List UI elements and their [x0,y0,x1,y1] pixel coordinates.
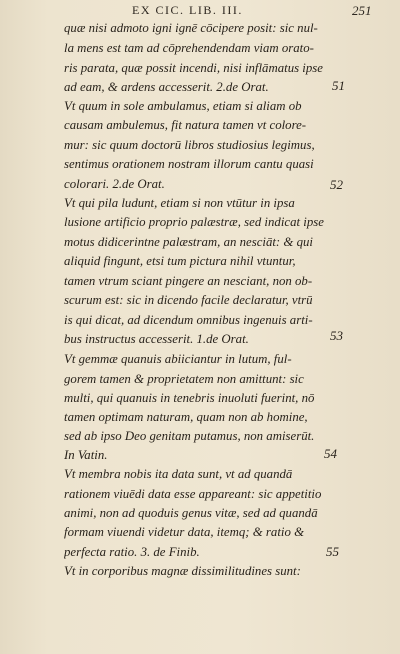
page-header [0,3,400,19]
text-line: rationem viuēdi data esse appareant: sic appetitio [64,486,322,501]
text-line: quæ nisi admoto igni ignē cōcipere posit: sic nul- [64,20,318,35]
text-line: scurum est: sic in dicendo facile declaratur, vtrū [64,292,313,307]
sentence-number: 55 [326,544,339,559]
text-line: Vt gemmæ quanuis abiiciantur in lutum, ful- [64,351,292,366]
text-line: sed ab ipso Deo genitam putamus, non amiserūt. [64,428,315,443]
text-line: animi, non ad quoduis genus vitæ, sed ad quandā [64,505,318,520]
sentence-number: 53 [330,328,343,343]
text-line: Vt in corporibus magnæ dissimilitudines sunt: [64,563,301,578]
text-line: formam viuendi videtur data, itemq; & ratio & [64,524,305,539]
folio-number: 251 [352,3,372,18]
text-line: ad eam, & ardens accesserit. 2.de Orat. [64,79,269,94]
text-line: mur: sic quum doctorū libros studiosius legimus, [64,137,315,152]
text-line: aliquid fingunt, etsi tum pictura nihil vtuntur, [64,253,296,268]
text-line: tamen optimam naturam, quam non ab homine, [64,409,308,424]
text-line: causam ambulemus, fit natura tamen vt colore- [64,117,307,132]
text-line: ris parata, quæ possit incendi, nisi inflāmatus ipse [64,60,323,75]
text-line: Vt membra nobis ita data sunt, vt ad quandā [64,466,293,481]
running-head: EX CIC. LIB. III. [132,3,243,17]
text-line: tamen vtrum sciant pingere an nesciant, non ob- [64,273,313,288]
sentence-number: 51 [332,78,345,93]
text-line: multi, qui quanuis in tenebris inuoluti fuerint, nō [64,390,315,405]
sentence-number: 52 [330,177,343,192]
sentence-number: 54 [324,446,337,461]
text-line: la mens est tam ad cōprehendendam viam orato- [64,40,314,55]
text-line: colorari. 2.de Orat. [64,176,165,191]
text-line: is qui dicat, ad dicendum omnibus ingenuis arti- [64,312,313,327]
text-line: sentimus orationem nostram illorum cantu quasi [64,156,314,171]
text-line: gorem tamen & proprietatem non amittunt: sic [64,371,304,386]
text-line: perfecta ratio. 3. de Finib. [64,544,200,559]
text-line: lusione artificio proprio palæstræ, sed indicat ipse [64,214,324,229]
text-line: motus didicerintne palæstram, an nesciāt: & qui [64,234,313,249]
text-line: bus instructus accesserit. 1.de Orat. [64,331,249,346]
text-line: In Vatin. [64,447,108,462]
text-line: Vt qui pila ludunt, etiam si non vtūtur in ipsa [64,195,295,210]
text-line: Vt quum in sole ambulamus, etiam si aliam ob [64,98,302,113]
